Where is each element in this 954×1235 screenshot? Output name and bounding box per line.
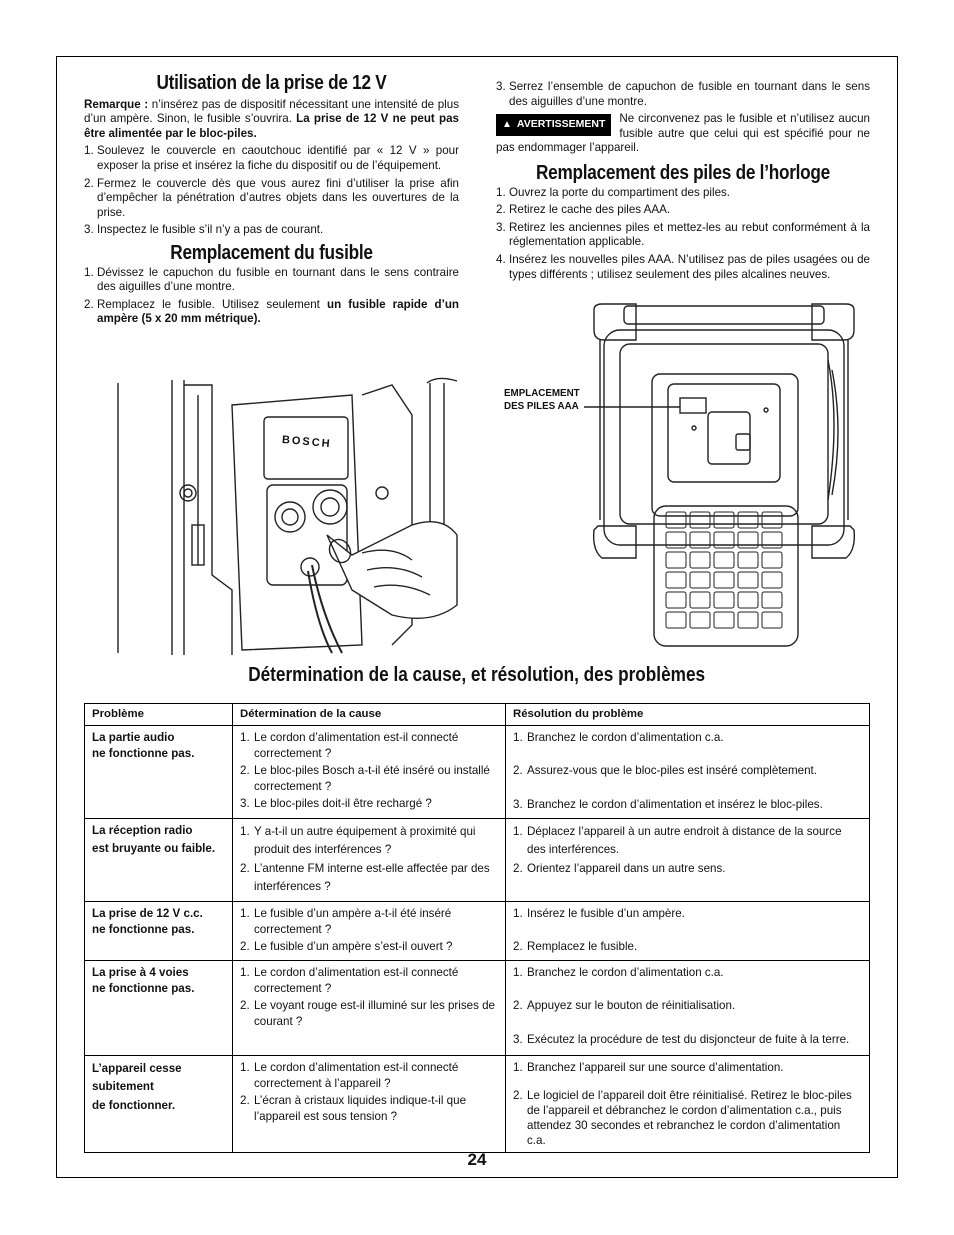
- table-header-row: [85, 704, 870, 726]
- solution-cell: 1. Branchez l’appareil sur une source d’alimentation. 2. Le logiciel de l’appareil doit être réinitialisé. Retirez le bloc-piles de l’appareil et débranchez le cordon d’alimentation c.a., puis attendez 30 secondes et rebranchez le cordon d’alimentation c.a.: [506, 1055, 870, 1152]
- table-row: [85, 1055, 870, 1152]
- list-item: 1. Soulevez le couvercle en caoutchouc identifié par « 12 V » pour exposer la prise et insérez la fiche du dispositif ou de l’équipement.: [84, 144, 459, 172]
- cause-cell: 1. Le cordon d’alimentation est-il connecté correctement ? 2. Le voyant rouge est-il illuminé sur les prises de courant ?: [233, 960, 506, 1055]
- list-item: 4. Insérez les nouvelles piles AAA. N’utilisez pas de piles usagées ou de types différents ; utilisez seulement des piles alcalines neuves.: [496, 252, 870, 281]
- problem-cell: La prise à 4 voies ne fonctionne pas.: [85, 960, 233, 1055]
- list-item: 3. Retirez les anciennes piles et mettez-les au rebut conformément à la réglementation applicable.: [496, 220, 870, 249]
- list-item: 1. Dévissez le capuchon du fusible en tournant dans le sens contraire des aiguilles d’une montre.: [84, 265, 459, 294]
- section-title-fuse: Remplacement du fusible: [170, 241, 373, 264]
- cause-cell: 1. Le fusible d’un ampère a-t-il été inséré correctement ? 2. Le fusible d’un ampère s’est-il ouvert ?: [233, 901, 506, 960]
- problem-cell: La réception radio est bruyante ou faible.: [85, 818, 233, 901]
- solution-cell: 1. Déplacez l’appareil à un autre endroit à distance de la source des interférences. 2. Orientez l’appareil dans un autre sens.: [506, 818, 870, 901]
- note-paragraph: [84, 98, 459, 142]
- list-fuse: [84, 266, 459, 327]
- list-12v: [84, 144, 459, 238]
- column-header: Problème: [85, 704, 233, 726]
- list-item: 2. Retirez le cache des piles AAA.: [496, 203, 671, 217]
- table-row: [85, 901, 870, 960]
- list-item: 2. Remplacez le fusible. Utilisez seulement un fusible rapide d’un ampère (5 x 20 mm métrique).: [84, 297, 459, 326]
- table-row: [85, 960, 870, 1055]
- problem-cell: La prise de 12 V c.c. ne fonctionne pas.: [85, 901, 233, 960]
- column-header: Détermination de la cause: [233, 704, 506, 726]
- solution-cell: 1. Branchez le cordon d’alimentation c.a. 2. Appuyez sur le bouton de réinitialisation. 3. Exécutez la procédure de test du disjoncteur de fuite à la terre.: [506, 960, 870, 1055]
- troubleshooting-title: Détermination de la cause, et résolution, des problèmes: [248, 664, 706, 686]
- list-clock: [496, 186, 870, 283]
- list-item: 1. Ouvrez la porte du compartiment des piles.: [496, 185, 731, 199]
- fuse-illustration: [112, 375, 464, 655]
- note-text: n’insérez pas de dispositif nécessitant une intensité de plus d’un ampère. Sinon, le fusible s’ouvrira.: [84, 97, 459, 126]
- warning-triangle-icon: ▲: [502, 119, 512, 131]
- table-row: [85, 725, 870, 818]
- note-label: Remarque :: [84, 97, 149, 111]
- section-title-12v: Utilisation de la prise de 12 V: [156, 72, 387, 94]
- left-column: [84, 72, 459, 330]
- speaker-grille: [666, 512, 782, 628]
- right-column: [496, 80, 870, 285]
- radio-illustration: [584, 300, 864, 648]
- solution-cell: 1. Insérez le fusible d’un ampère. 2. Remplacez le fusible.: [506, 901, 870, 960]
- bosch-logo: BOSCH: [281, 433, 333, 451]
- list-fuse-cont: [496, 80, 870, 109]
- cause-cell: 1. Le cordon d’alimentation est-il connecté correctement à l’appareil ? 2. L’écran à cristaux liquides indique-t-il que l’appareil est sous tension ?: [233, 1055, 506, 1152]
- list-item: 2. Fermez le couvercle dès que vous aurez fini d’utiliser la prise afin d’empêcher la pénétration d’autres objets dans les ouvertures de la prise.: [84, 176, 459, 219]
- page-number: 24: [467, 1150, 487, 1169]
- warning-block: [496, 112, 870, 156]
- problem-cell: La partie audio ne fonctionne pas.: [85, 725, 233, 818]
- section-title-clock: Remplacement des piles de l’horloge: [536, 161, 830, 184]
- solution-cell: 1. Branchez le cordon d’alimentation c.a. 2. Assurez-vous que le bloc-piles est inséré complètement. 3. Branchez le cordon d’alimentation et insérez le bloc-piles.: [506, 725, 870, 818]
- cause-cell: 1. Y a-t-il un autre équipement à proximité qui produit des interférences ? 2. L’antenne FM interne est-elle affectée par des interférences ?: [233, 818, 506, 901]
- column-header: Résolution du problème: [506, 704, 870, 726]
- problem-cell: L’appareil cesse subitement de fonctionner.: [85, 1055, 233, 1152]
- note-bold: La prise de 12 V ne peut pas être alimentée par le bloc-piles.: [84, 112, 459, 140]
- warning-text: Ne circonvenez pas le fusible et n’utilisez aucun fusible autre que celui qui est spécifié pour ne pas endommager l’appareil.: [496, 112, 870, 155]
- troubleshooting-table: [84, 703, 870, 1153]
- table-row: [85, 818, 870, 901]
- aaa-battery-callout: EMPLACEMENT DES PILES AAA: [504, 388, 580, 412]
- cause-cell: 1. Le cordon d’alimentation est-il connecté correctement ? 2. Le bloc-piles Bosch a-t-il été inséré ou installé correctement ? 3. Le bloc-piles doit-il être rechargé ?: [233, 725, 506, 818]
- list-item: 3. Inspectez le fusible s’il n’y a pas de courant.: [84, 223, 324, 237]
- list-item: 3. Serrez l’ensemble de capuchon de fusible en tournant dans le sens des aiguilles d’une montre.: [496, 80, 870, 108]
- warning-badge: ▲ AVERTISSEMENT: [496, 114, 611, 136]
